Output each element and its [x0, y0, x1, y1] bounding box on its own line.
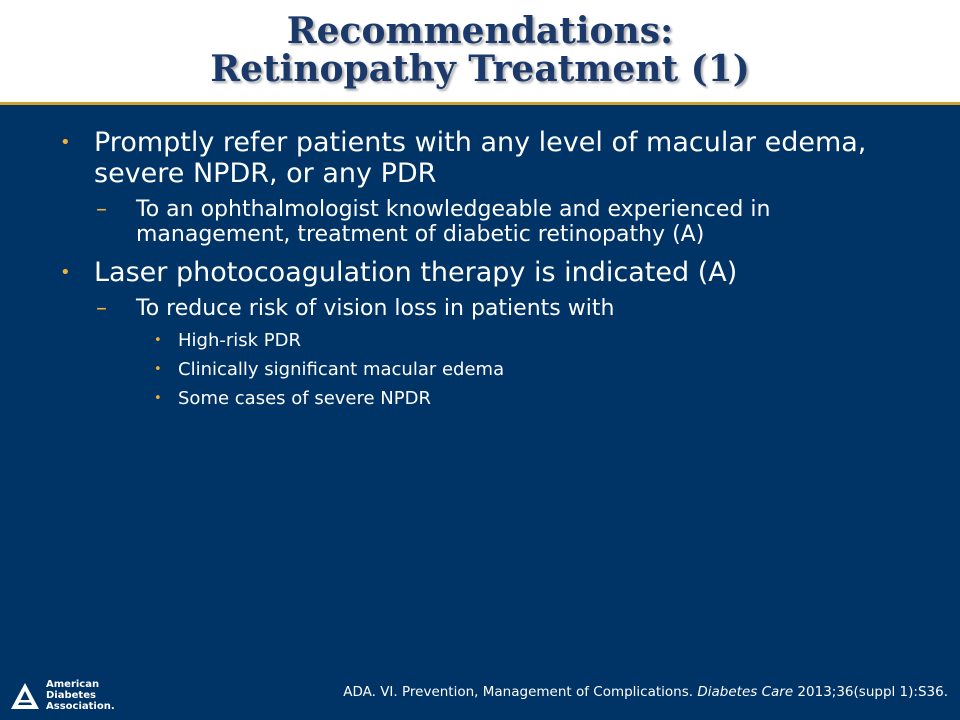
sub-sub-bullet-item [60, 360, 900, 380]
sub-bullet-text: To an ophthalmologist knowledgeable and experienced in management, treatment of diabetic retinopathy (A) [136, 197, 771, 247]
citation-prefix: ADA. VI. Prevention, Management of Complications. [343, 684, 698, 700]
bullet-text: Promptly refer patients with any level of macular edema, severe NPDR, or any PDR [94, 127, 867, 189]
citation-journal: Diabetes Care [697, 684, 794, 700]
bullet-text: Laser photocoagulation therapy is indicated (A) [94, 257, 738, 288]
logo-line-2: Diabetes [46, 690, 96, 701]
logo-line-1: American [46, 679, 100, 690]
citation-suffix: 2013;36(suppl 1):S36. [793, 684, 948, 700]
dash-icon: – [96, 296, 107, 321]
sub-bullet-text: To reduce risk of vision loss in patients with [136, 296, 615, 321]
logo-wordmark [46, 679, 115, 712]
title-bar [0, 0, 960, 105]
dash-icon: – [96, 197, 107, 222]
bullet-icon: • [154, 391, 162, 406]
bullet-item [60, 257, 900, 288]
title-line-1: Recommendations: [286, 10, 674, 52]
citation [343, 684, 948, 700]
bullet-icon: • [154, 362, 162, 377]
ada-logo [10, 679, 115, 712]
slide-title [0, 12, 960, 88]
sub-bullet-item [60, 296, 900, 321]
slide-content [60, 127, 900, 418]
bullet-icon: • [154, 333, 162, 348]
bullet-icon: • [60, 262, 71, 283]
bullet-item [60, 127, 900, 189]
sub-sub-bullet-text: Some cases of severe NPDR [178, 388, 431, 409]
sub-sub-bullet-item [60, 389, 900, 409]
sub-sub-bullet-text: High-risk PDR [178, 330, 302, 351]
bullet-icon: • [60, 132, 71, 153]
sub-sub-bullet-text: Clinically significant macular edema [178, 359, 505, 380]
title-line-2: Retinopathy Treatment (1) [210, 48, 750, 90]
sub-bullet-item [60, 197, 900, 247]
ada-triangle-logo-icon [10, 681, 40, 711]
sub-sub-bullet-item [60, 331, 900, 351]
logo-line-3: Association. [46, 701, 115, 712]
